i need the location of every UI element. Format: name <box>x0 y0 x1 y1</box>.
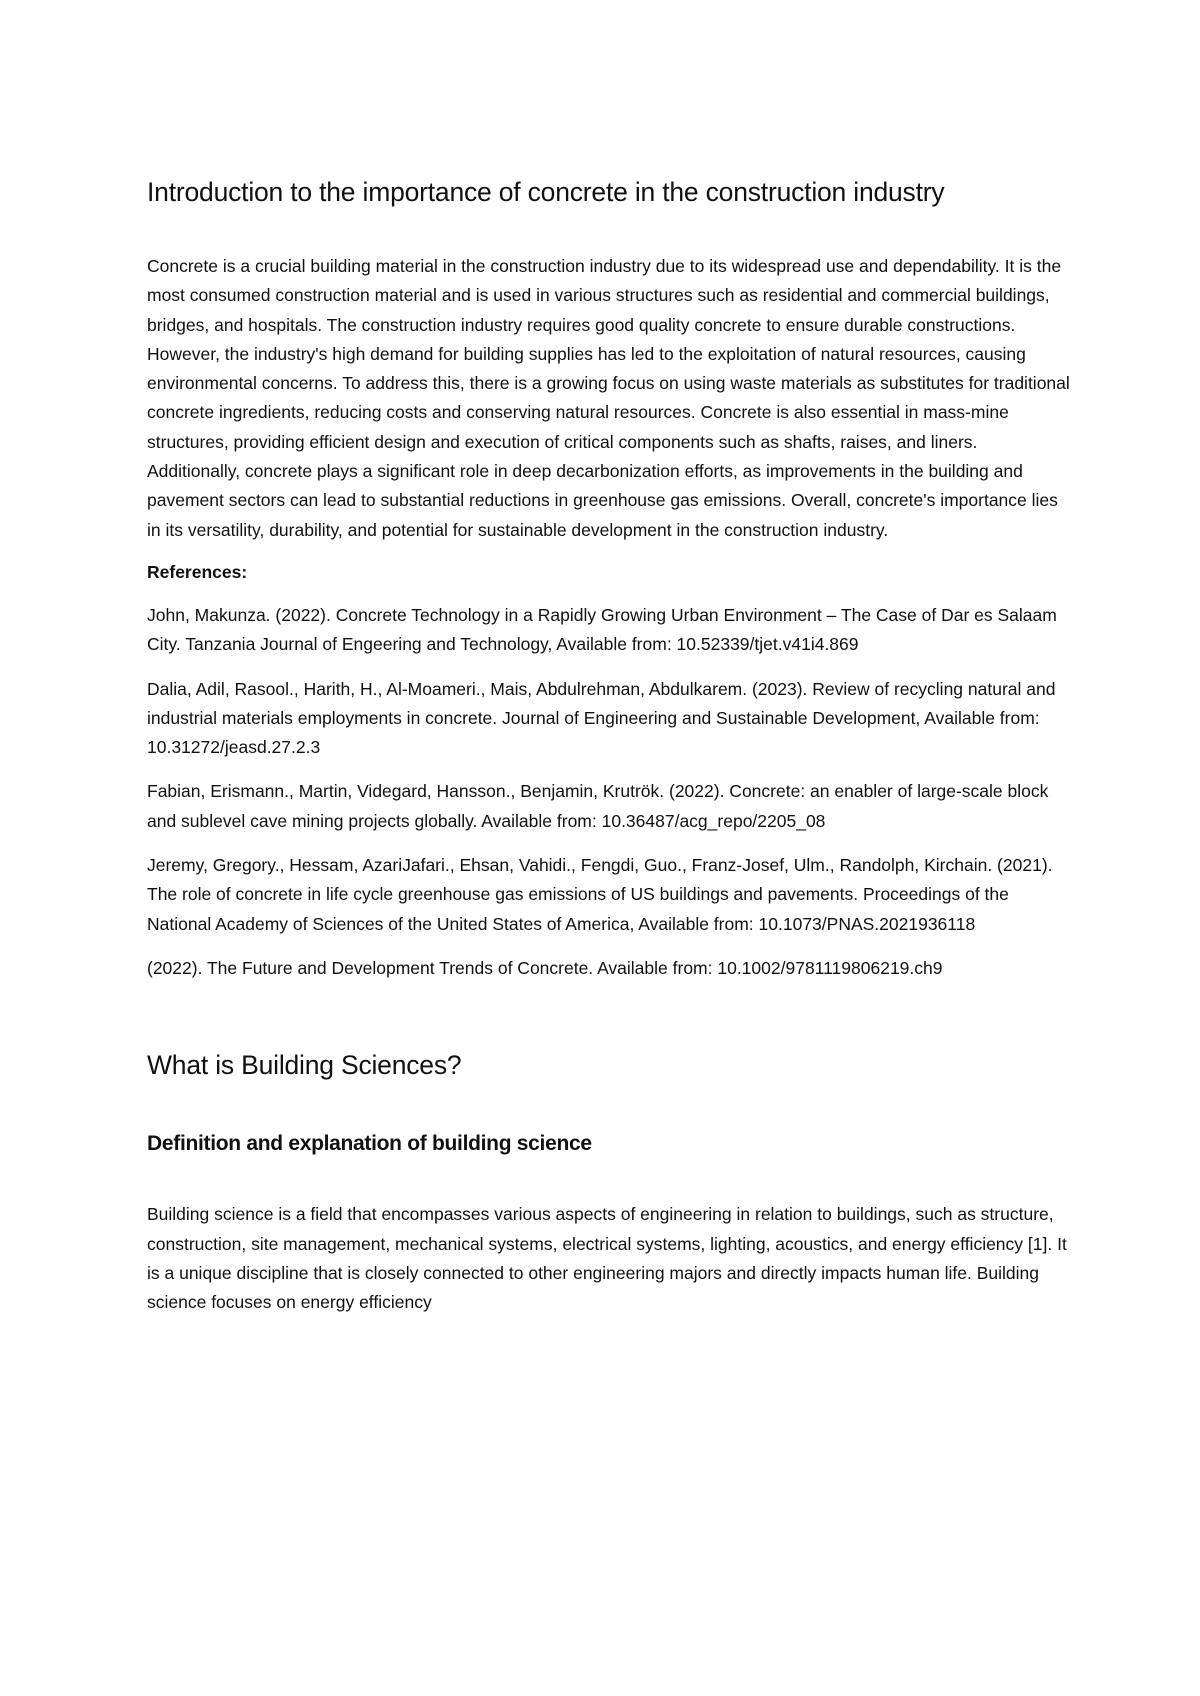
reference-item: Jeremy, Gregory., Hessam, AzariJafari., Ehsan, Vahidi., Fengdi, Guo., Franz-Josef, Ulm., Randolph, Kirchain. (2021). The role of concrete in life cycle greenhouse gas emissions of US buildings and pavements. Proceedings of the National Academy of Sciences of the United States of America, Available from: 10.1073/PNAS.2021936118 <box>147 855 1053 934</box>
section-heading-building-sciences: What is Building Sciences? <box>147 1050 462 1081</box>
section-heading-intro: Introduction to the importance of concrete in the construction industry <box>147 177 945 207</box>
reference-item: Dalia, Adil, Rasool., Harith, H., Al-Moameri., Mais, Abdulrehman, Abdulkarem. (2023). Review of recycling natural and industrial materials employments in concrete. Journal of Engineering and Sustainable Development, Available from: 10.31272/jeasd.27.2.3 <box>147 678 1056 758</box>
reference-item: John, Makunza. (2022). Concrete Technology in a Rapidly Growing Urban Environment – The Case of Dar es Salaam City. Tanzania Journal of Engeering and Technology, Available from: 10.52339/tjet.v41i4.869 <box>147 604 1057 655</box>
intro-paragraph: Concrete is a crucial building material in the construction industry due to its widespread use and dependability. It is the most consumed construction material and is used in various structures such as residential and commercial buildings, bridges, and hospitals. The construction industry requires good quality concrete to ensure durable constructions. However, the industry's high demand for building supplies has led to the exploitation of natural resources, causing environmental concerns. To address this, there is a growing focus on using waste materials as substitutes for traditional concrete ingredients, reducing costs and conserving natural resources. Concrete is also essential in mass-mine structures, providing efficient design and execution of critical components such as shafts, raises, and liners. Additionally, concrete plays a significant role in deep decarbonization efforts, as improvements in the building and pavement sectors can lead to substantial reductions in greenhouse gas emissions. Overall, concrete's importance lies in its versatility, durability, and potential for sustainable development in the construction industry. <box>147 256 1070 540</box>
references-list <box>147 601 1070 983</box>
reference-item: Fabian, Erismann., Martin, Videgard, Hansson., Benjamin, Krutrök. (2022). Concrete: an enabler of large-scale block and sublevel cave mining projects globally. Available from: 10.36487/acg_repo/2205_08 <box>147 781 1049 831</box>
subsection-heading-definition: Definition and explanation of building science <box>147 1132 592 1156</box>
references-title: References: <box>147 561 248 582</box>
building-science-paragraph: Building science is a field that encompasses various aspects of engineering in relation to buildings, such as structure, construction, site management, mechanical systems, electrical systems, lighting, acoustics, and energy efficiency [1]. It is a unique discipline that is closely connected to other engineering majors and directly impacts human life. Building science focuses on energy efficiency <box>147 1204 1067 1313</box>
reference-item: (2022). The Future and Development Trends of Concrete. Available from: 10.1002/9781119806219.ch9 <box>147 957 943 978</box>
